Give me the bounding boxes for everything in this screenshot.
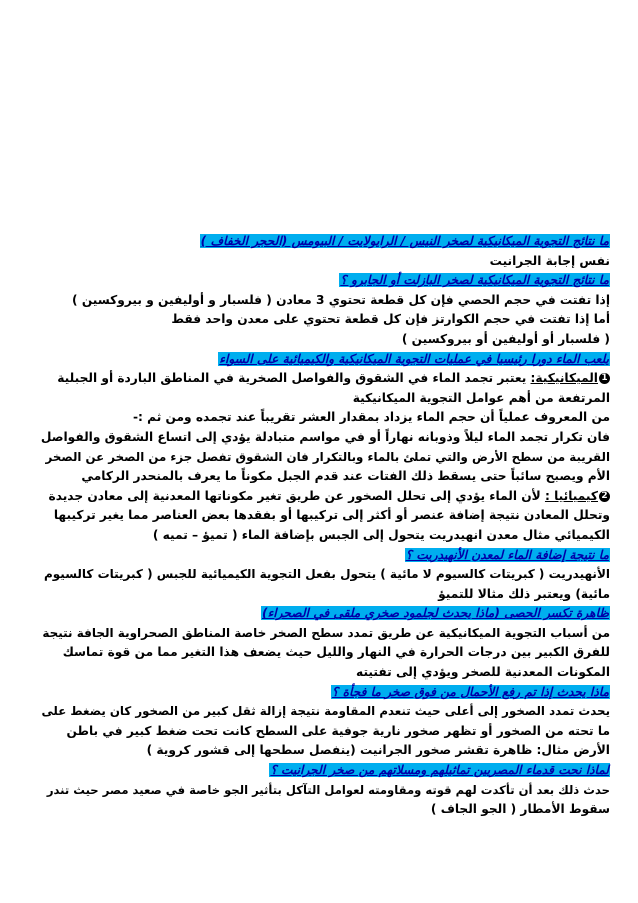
answer-line: القريبة من سطح الأرض والتي تملئ بالماء وبالتكرار فان الشقوق تفصل جزء من الصخر عن الصخر <box>45 449 610 464</box>
section-7 <box>40 761 610 781</box>
section-heading: ظاهرة تكسر الحصى (ماذا يحدث لجلمود صخري ملقى في الصحراء) <box>262 606 609 621</box>
answer-line: فان تكرار تجمد الماء ليلاً وذوبانه نهاراً أو في مواسم متبادلة يؤدي إلى اتساع الشقوق والفواصل <box>40 429 610 444</box>
section-heading: يلعب الماء دورا رئيسيا في عمليات التجوية الميكانيكية والكيميائية على السواء <box>219 351 609 366</box>
answer-line: إذا تفتت في حجم الحصي فإن كل قطعة تحتوي 3 معادن ( فلسبار و أوليفين و بيروكسين ) <box>72 292 610 307</box>
section-1 <box>40 232 610 252</box>
answer-line: حدث ذلك بعد أن تأكدت لهم قوته ومقاومته لعوامل التآكل بتأثير الجو خاصة في صعيد مصر حيث تندر <box>46 782 610 797</box>
section-heading: ما نتائج التجوية الميكانيكية لصخر النيس / الرايولايت / البيومس (الحجر الخفاف ) <box>200 234 609 248</box>
answer-line: من أسباب التجوية الميكانيكية عن طريق تمدد سطح الصخر خاصة المناطق الصحراوية الجافة نتيجة <box>42 625 610 640</box>
section-6 <box>40 683 610 703</box>
document-page <box>40 232 610 820</box>
answer-line <box>40 369 610 389</box>
section-4 <box>40 546 610 566</box>
answer-line: المرتفعة من أهم عوامل التجوية الميكانيكية <box>352 390 610 405</box>
answer-line: الكيميائي مثال معدن انهيدريت يتحول إلى الجبس بإضافة الماء ( تميؤ – تميه ) <box>152 527 610 542</box>
answer-line: من المعروف عملياً أن حجم الماء يزداد بمقدار العشر تقريباً عند تجمده ومن ثم :- <box>132 410 610 425</box>
answer-text: يعتبر تجمد الماء في الشقوق والفواصل الصخرية في المناطق الباردة أو الجبلية <box>57 371 531 386</box>
answer-line: وتحلل المعادن نتيجة إضافة عنصر أو أكثر إلى تركيبها أو بفقدها بعض العناصر مما يغير تركيبها <box>53 508 610 523</box>
bullet-number-2: 2 <box>599 491 610 502</box>
paragraph-label: كيميائيا : <box>544 488 598 503</box>
section-3 <box>40 350 610 370</box>
answer-line: سقوط الأمطار ( الجو الجاف ) <box>430 802 610 817</box>
section-heading: ما نتائج التجوية الميكانيكية لصخر البازلت أو الجابرو ؟ <box>340 273 609 288</box>
paragraph-label: الميكانيكية: <box>530 371 598 386</box>
answer-line: الأم ويصبح سائباً حتى يسقط ذلك الفتات عند قدم الجبل مكوناً ما يعرف بالمنحدر الركامي <box>81 469 610 484</box>
section-heading: ما نتيجة إضافة الماء لمعدن الأنهيدريت ؟ <box>405 547 609 562</box>
answer-line: المكونات المعدنية للصخر ويؤدي إلى تفتيته <box>356 665 610 680</box>
answer-line: ما تحته من الصخور أو تظهر صخور نارية جوفية على السطح كانت تحت ضغط كبير في باطن <box>66 723 610 738</box>
section-2 <box>40 271 610 291</box>
section-5 <box>40 604 610 624</box>
answer-line: ( فلسبار أو أوليفين أو بيروكسين ) <box>401 331 610 346</box>
answer-text: لأن الماء يؤدي إلى تحلل الصخور عن طريق تغير مكوناتها المعدنية إلى معادن جديدة <box>48 488 545 503</box>
section-heading: لماذا نحت قدماء المصريين تماثيلهم ومسلاتهم من صخر الجرانيت ؟ <box>270 763 609 778</box>
answer-line: الأنهيدريت ( كبريتات كالسيوم لا مائية ) يتحول بفعل التجوية الكيميائية للجبس ( كبريتات كالسيوم <box>43 567 610 582</box>
answer-line: للفرق الكبير بين درجات الحرارة في النهار والليل حيث يضعف هذا التغير مما من قوة تماسك <box>62 645 610 660</box>
answer-line <box>40 487 610 507</box>
section-heading: ماذا يحدث إذا تم رفع الأحمال من فوق صخر ما فجأة ؟ <box>331 684 609 699</box>
bullet-number-1: 1 <box>599 373 610 384</box>
answer-line: يحدث تمدد الصخور إلى أعلى حيث تنعدم المقاومة نتيجة إزالة ثقل كبير من الصخور كان يضغط على <box>41 704 610 719</box>
answer-line: مائية) ويعتبر ذلك مثالا للتميؤ <box>438 586 610 601</box>
answer-line: نفس إجابة الجرانيت <box>489 253 610 268</box>
answer-line: الأرض مثال: ظاهرة تقشر صخور الجرانيت (ينفصل سطحها إلى قشور كروية ) <box>146 743 610 758</box>
answer-line: أما إذا تفتت في حجم الكوارتز فإن كل قطعة تحتوي على معدن واحد فقط <box>171 312 610 327</box>
